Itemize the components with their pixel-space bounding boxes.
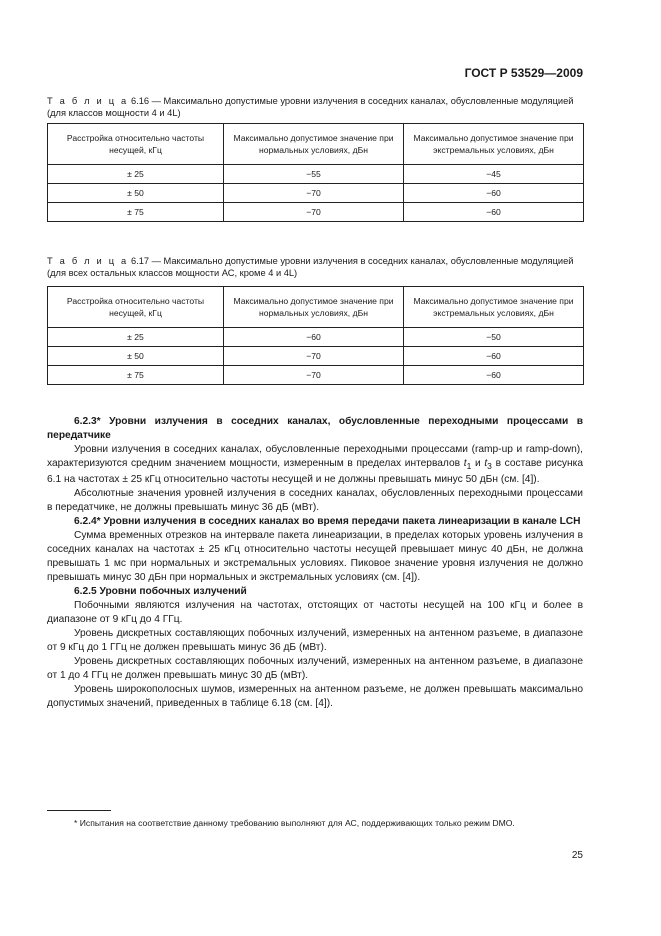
footnote [47,816,583,830]
table-label: Т а б л и ц а [47,96,129,106]
table-cell: ± 25 [48,165,224,184]
table-cell: ± 75 [48,203,224,222]
table-caption-text: 6.17 — Максимально допустимые уровни излучения в соседних каналах, обусловленные модуляцией (для всех остальных классов мощности АС, кроме 4 и 4L) [47,256,574,278]
column-header: Максимально допустимое значение при нормальных условиях, дБн [224,124,404,165]
table-cell: −60 [224,328,404,347]
column-header: Максимально допустимое значение при экстремальных условиях, дБн [404,287,584,328]
table-cell: −45 [404,165,584,184]
paragraph: Сумма временных отрезков на интервале пакета линеаризации, в пределах которых уровень излучения в соседних каналах на частотах ± 25 кГц относительно частоты несущей превышает минус 40 дБн, не должна превышать 1 мс при нормальных и экстремальных условиях. Пиковое значение уровня излучения не должно превышать минус 30 дБн при нормальных и экстремальных условиях (см. [4]). [47,530,583,584]
table-cell: −70 [224,347,404,366]
paragraph: Уровни излучения в соседних каналах, обусловленные переходными процессами (ramp-up и ramp-down), характеризуются средним значением мощности, измеренным в пределах интервалов $t_1$ и $t_3$ в составе рисунка 6.1 на частотах ± 25 кГц относительно частоты несущей и не должны превышать минус 50 дБн (см. [4]). [47,444,583,486]
column-header: Максимально допустимое значение при нормальных условиях, дБн [224,287,404,328]
table-cell: −60 [404,203,584,222]
table-cell: −60 [404,347,584,366]
table-cell: −70 [224,366,404,385]
table-6-16-caption [47,95,583,119]
table-cell: −60 [404,366,584,385]
table-caption-text: 6.16 — Максимально допустимые уровни излучения в соседних каналах, обусловленные модуляцией (для классов мощности 4 и 4L) [47,96,574,118]
section-heading: 6.2.4* Уровни излучения в соседних каналах во время передачи пакета линеаризации в канале LCH [74,516,581,528]
table-row [48,366,584,385]
table-row [48,203,584,222]
page-number: 25 [571,850,583,861]
document-id: ГОСТ Р 53529—2009 [464,66,583,80]
table-cell: −70 [224,184,404,203]
table-cell: ± 25 [48,328,224,347]
table-row [48,347,584,366]
footnote-divider [47,810,111,811]
footnote-text: * Испытания на соответствие данному требованию выполняют для АС, поддерживающих только режим DMO. [74,818,515,828]
table-label: Т а б л и ц а [47,256,129,266]
column-header: Расстройка относительно частоты несущей, кГц [48,124,224,165]
table-cell: −60 [404,184,584,203]
paragraph: Уровень дискретных составляющих побочных излучений, измеренных на антенном разъеме, в диапазоне от 1 до 4 ГГц не должен превышать минус 30 дБ (мВт). [47,656,583,682]
table-6-17 [47,286,584,385]
table-row [48,328,584,347]
body-text [47,415,583,711]
paragraph: Уровень широкополосных шумов, измеренных на антенном разъеме, не должен превышать максимально допустимых значений, приведенных в таблице 6.18 (см. [4]). [47,684,583,710]
table-header-row [48,287,584,328]
section-heading: 6.2.5 Уровни побочных излучений [74,586,247,598]
paragraph: Абсолютные значения уровней излучения в соседних каналах, обусловленных переходными процессами в передатчике, не должны превышать минус 36 дБ (мВт). [47,488,583,514]
table-row [48,165,584,184]
section-heading: 6.2.3* Уровни излучения в соседних каналах, обусловленные переходными процессами в передатчике [47,416,583,441]
paragraph: Уровень дискретных составляющих побочных излучений, измеренных на антенном разъеме, в диапазоне от 9 кГц до 1 ГГц не должен превышать минус 36 дБ (мВт). [47,628,583,654]
table-cell: −70 [224,203,404,222]
table-cell: −50 [404,328,584,347]
table-6-16 [47,123,584,222]
table-cell: ± 50 [48,347,224,366]
column-header: Максимально допустимое значение при экстремальных условиях, дБн [404,124,584,165]
table-6-17-caption [47,255,583,279]
table-header-row [48,124,584,165]
table-cell: −55 [224,165,404,184]
paragraph: Побочными являются излучения на частотах, отстоящих от частоты несущей на 100 кГц и более в диапазоне от 9 кГц до 4 ГГц. [47,600,583,626]
table-row [48,184,584,203]
column-header: Расстройка относительно частоты несущей, кГц [48,287,224,328]
table-cell: ± 50 [48,184,224,203]
table-cell: ± 75 [48,366,224,385]
